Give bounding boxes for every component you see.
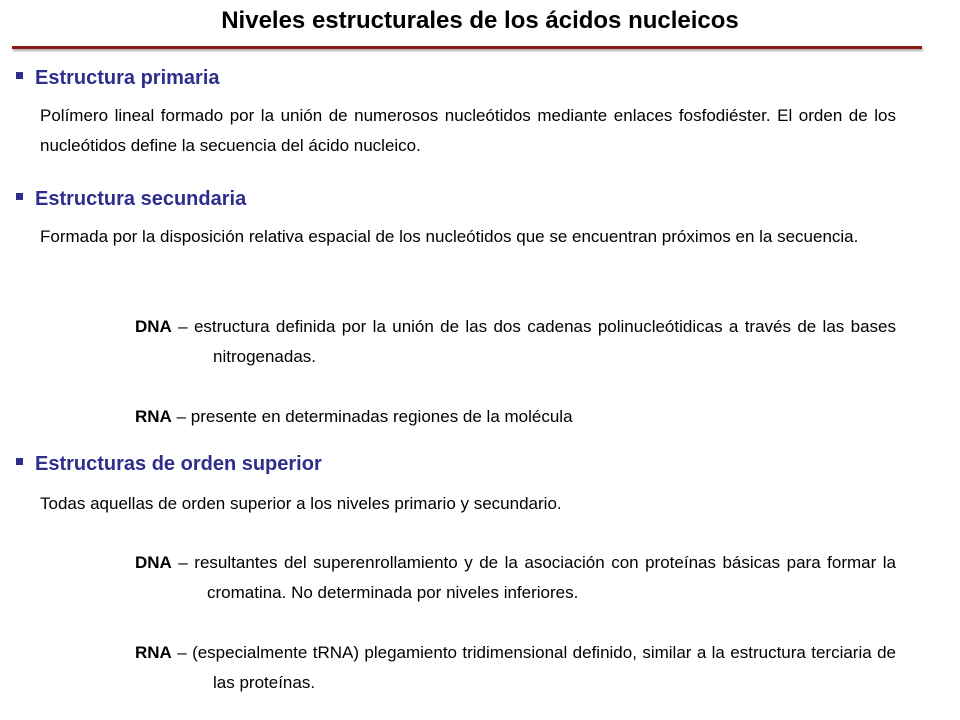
section-heading-secundaria [16, 187, 246, 211]
section-heading-label: Estructura primaria [35, 67, 220, 89]
entry-dna-secundaria [135, 312, 896, 372]
page-title: Niveles estructurales de los ácidos nucleicos [221, 7, 739, 34]
entry-text: – estructura definida por la unión de las dos cadenas polinucleótidicas a través de las bases nitrogenadas. [171, 317, 896, 366]
section-heading-primaria [16, 66, 220, 90]
entry-rna-secundaria [135, 402, 896, 432]
entry-text: – (especialmente tRNA) plegamiento tridimensional definido, similar a la estructura terciaria de las proteínas. [171, 643, 896, 692]
section-text-orden-superior: Todas aquellas de orden superior a los niveles primario y secundario. [40, 494, 562, 513]
section-text-primaria: Polímero lineal formado por la unión de numerosos nucleótidos mediante enlaces fosfodiéster. El orden de los nucleótidos define la secuencia del ácido nucleico. [40, 106, 896, 155]
square-bullet-icon [16, 193, 23, 200]
title-divider [12, 46, 922, 49]
entry-label: DNA [135, 553, 172, 572]
square-bullet-icon [16, 458, 23, 465]
section-heading-orden-superior [16, 452, 322, 476]
entry-rna-orden-superior [135, 638, 896, 698]
square-bullet-icon [16, 72, 23, 79]
entry-text: – resultantes del superenrollamiento y de la asociación con proteínas básicas para formar la cromatina. No determinada por niveles inferiores. [171, 553, 896, 602]
section-heading-label: Estructura secundaria [35, 188, 247, 210]
entry-label: RNA [135, 643, 172, 662]
entry-label: RNA [135, 407, 172, 426]
section-text-secundaria: Formada por la disposición relativa espacial de los nucleótidos que se encuentran próximos en la secuencia. [40, 227, 859, 246]
entry-label: DNA [135, 317, 172, 336]
section-heading-label: Estructuras de orden superior [35, 453, 322, 475]
entry-dna-orden-superior [135, 548, 896, 608]
entry-text: – presente en determinadas regiones de la molécula [171, 407, 573, 426]
